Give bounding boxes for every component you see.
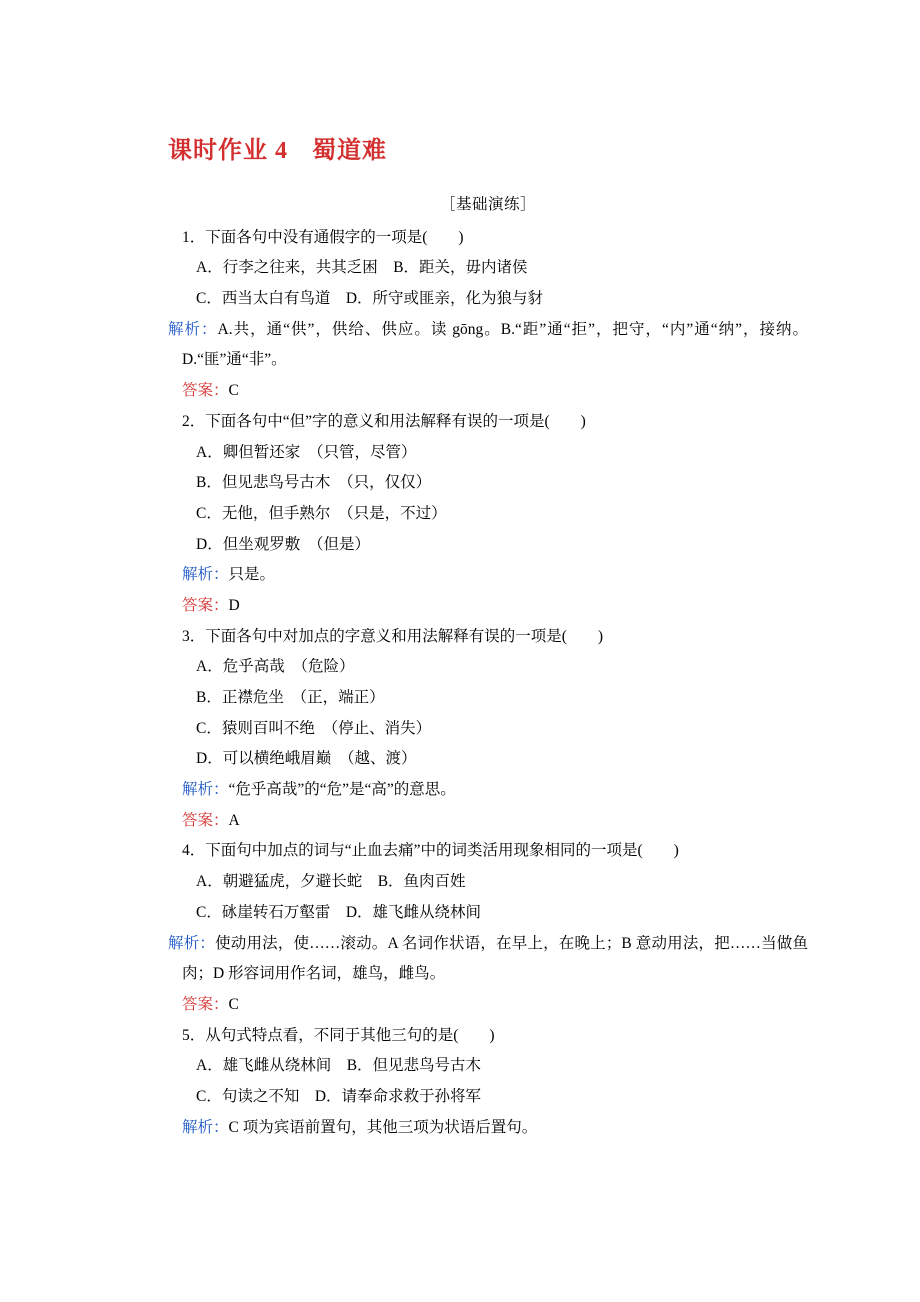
- question-option: C．无他，但手熟尔 （只是，不过）: [196, 504, 447, 522]
- answer-text: D: [228, 596, 240, 614]
- answer-block: [168, 990, 808, 1021]
- explanation-block: [168, 560, 808, 591]
- answer-label: 答案：: [182, 596, 229, 614]
- explanation-label: 解析：: [168, 934, 216, 952]
- answer-text: A: [228, 811, 240, 829]
- question-stem: 1．下面各句中没有通假字的一项是( ): [182, 228, 464, 246]
- document-content: [168, 190, 808, 1143]
- answer-label: 答案：: [182, 811, 229, 829]
- explanation-text: C 项为宾语前置句，其他三项为状语后置句。: [228, 1118, 538, 1136]
- question-option: A．朝避猛虎，夕避长蛇 B．鱼肉百姓: [196, 873, 466, 891]
- explanation-block: [168, 1113, 808, 1144]
- explanation-label: 解析：: [182, 566, 229, 584]
- question-stem: 4．下面句中加点的词与“止血去痛”中的词类活用现象相同的一项是( ): [182, 842, 679, 860]
- question-option: D．可以横绝峨眉巅 （越、渡）: [196, 750, 417, 768]
- question-option: A．雄飞雌从绕林间 B．但见悲鸟号古木: [196, 1057, 482, 1075]
- question-option: C．句读之不知 D．请奉命求救于孙将军: [196, 1087, 482, 1105]
- answer-label: 答案：: [182, 995, 229, 1013]
- question-option: C．砯崖转石万壑雷 D．雄飞雌从绕林间: [196, 903, 482, 921]
- question-option: D．但坐观罗敷 （但是）: [196, 535, 370, 553]
- explanation-block: [168, 929, 808, 990]
- question-option: A．卿但暂还家 （只管，尽管）: [196, 443, 417, 461]
- question-option: C．猿则百叫不绝 （停止、消失）: [196, 719, 432, 737]
- explanation-label: 解析：: [182, 1118, 229, 1136]
- explanation-text: 只是。: [228, 566, 276, 584]
- section-heading: ［基础演练］: [439, 196, 536, 213]
- explanation-block: [168, 775, 808, 806]
- question-option: C．西当太白有鸟道 D．所守或匪亲，化为狼与豺: [196, 290, 544, 308]
- explanation-label: 解析：: [168, 320, 218, 338]
- question-stem: 5．从句式特点看，不同于其他三句的是( ): [182, 1026, 495, 1044]
- answer-block: [168, 591, 808, 622]
- question-stem: 2．下面各句中“但”字的意义和用法解释有误的一项是( ): [182, 412, 586, 430]
- question-stem: 3．下面各句中对加点的字意义和用法解释有误的一项是( ): [182, 627, 604, 645]
- question-option: A．危乎高哉 （危险）: [196, 658, 355, 676]
- explanation-label: 解析：: [182, 781, 229, 799]
- answer-block: [168, 376, 808, 407]
- question-option: B．正襟危坐 （正，端正）: [196, 689, 385, 706]
- explanation-text: “危乎高哉”的“危”是“高”的意思。: [228, 781, 456, 799]
- explanation-block: [168, 315, 808, 376]
- answer-text: C: [228, 995, 239, 1013]
- page-title: [168, 130, 387, 165]
- page-title-suffix: 蜀道难: [312, 138, 387, 164]
- explanation-text: 使动用法，使……滚动。A 名词作状语，在早上，在晚上；B 意动用法，把……当做鱼肉；D 形容词用作名词，雄鸟，雌鸟。: [182, 934, 808, 983]
- explanation-text: A.共，通“供”，供给、供应。读 gōng。B.“距”通“拒”，把守，“内”通“纳”，接纳。D.“匪”通“非”。: [182, 320, 808, 369]
- page-title-prefix: 课时作业 4: [168, 138, 288, 164]
- answer-block: [168, 806, 808, 837]
- question-option: B．但见悲鸟号古木 （只，仅仅）: [196, 474, 432, 492]
- answer-label: 答案：: [182, 382, 229, 400]
- question-option: A．行李之往来，共其乏困 B．距关，毋内诸侯: [196, 259, 528, 277]
- answer-text: C: [228, 382, 239, 400]
